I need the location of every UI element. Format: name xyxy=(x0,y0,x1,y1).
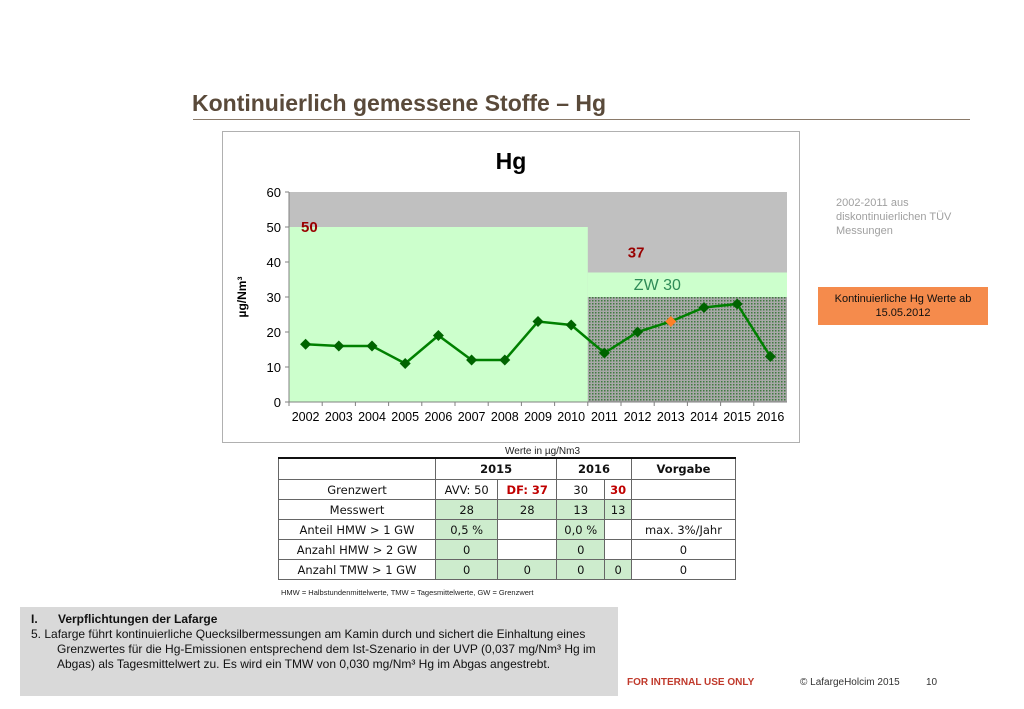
table-cell: 0 xyxy=(631,540,735,560)
row-label: Messwert xyxy=(279,500,436,520)
table-caption: Werte in µg/Nm3 xyxy=(505,446,581,457)
row-label: Anteil HMW > 1 GW xyxy=(279,520,436,540)
x-tick-label: 2005 xyxy=(391,410,420,424)
limit-band-50 xyxy=(289,227,588,402)
table-cell: 0 xyxy=(557,540,605,560)
table-cell: 28 xyxy=(498,500,557,520)
obligations-heading xyxy=(31,612,608,627)
hg-chart xyxy=(223,132,799,442)
y-tick-label: 50 xyxy=(266,220,281,235)
table-header-cell: 2016 xyxy=(557,458,632,480)
y-axis-label: µg/Nm³ xyxy=(235,276,249,318)
x-tick-label: 2003 xyxy=(324,410,353,424)
table-cell: 0 xyxy=(605,560,632,580)
table-cell: max. 3%/Jahr xyxy=(631,520,735,540)
y-tick-label: 60 xyxy=(266,185,281,200)
x-tick-label: 2012 xyxy=(623,410,652,424)
chart-title: Hg xyxy=(495,148,527,174)
internal-use-label: FOR INTERNAL USE ONLY xyxy=(627,677,755,688)
note-tuv-measurements: 2002-2011 aus diskontinuierlichen TÜV Messungen xyxy=(836,197,952,237)
row-label: Anzahl TMW > 1 GW xyxy=(279,560,436,580)
x-tick-label: 2011 xyxy=(590,410,618,424)
table-cell: 30 xyxy=(557,480,605,500)
table-cell: 0 xyxy=(436,540,498,560)
table-cell: 30 xyxy=(605,480,632,500)
table-cell xyxy=(498,520,557,540)
table-cell: DF: 37 xyxy=(498,480,557,500)
table-row xyxy=(279,480,736,500)
x-tick-label: 2007 xyxy=(457,410,486,424)
table-row xyxy=(279,540,736,560)
x-tick-label: 2013 xyxy=(656,410,685,424)
values-table xyxy=(278,457,736,580)
table-row xyxy=(279,560,736,580)
row-label: Grenzwert xyxy=(279,480,436,500)
table-cell xyxy=(631,500,735,520)
y-tick-label: 30 xyxy=(266,290,281,305)
row-label: Anzahl HMW > 2 GW xyxy=(279,540,436,560)
page-title: Kontinuierlich gemessene Stoffe – Hg xyxy=(192,90,607,116)
obligations-box xyxy=(20,607,618,696)
x-tick-label: 2004 xyxy=(358,410,386,424)
table-cell: 0 xyxy=(631,560,735,580)
title-divider xyxy=(193,119,970,120)
y-tick-label: 0 xyxy=(273,395,281,410)
table-header-row xyxy=(279,458,736,480)
x-tick-label: 2006 xyxy=(424,410,453,424)
chart-frame xyxy=(222,131,800,443)
y-tick-label: 20 xyxy=(266,325,281,340)
x-tick-label: 2002 xyxy=(291,410,320,424)
y-tick-label: 10 xyxy=(266,360,281,375)
table-header-cell: 2015 xyxy=(436,458,557,480)
table-cell: 13 xyxy=(605,500,632,520)
x-tick-label: 2016 xyxy=(756,410,785,424)
table-cell: 28 xyxy=(436,500,498,520)
x-tick-label: 2010 xyxy=(557,410,586,424)
table-cell: 0,0 % xyxy=(557,520,605,540)
table-cell: AVV: 50 xyxy=(436,480,498,500)
table-cell: 0 xyxy=(436,560,498,580)
table-header-cell xyxy=(279,458,436,480)
table-row xyxy=(279,500,736,520)
limit-label-37: 37 xyxy=(627,244,645,262)
y-tick-label: 40 xyxy=(266,255,281,270)
obligations-text: 5. Lafarge führt kontinuierliche Quecksilbermessungen am Kamin durch und sichert die Einhaltung eines Grenzwertes für die Hg-Emissionen entsprechend dem Ist-Szenario in der UVP (0,037 mg/Nm³ Hg im Abgas) als Tagesmittelwert zu. Es wird ein TMW von 0,030 mg/Nm³ Hg im Abgas angestrebt. xyxy=(31,627,596,671)
obligations-number: I. xyxy=(31,612,38,626)
x-tick-label: 2008 xyxy=(490,410,519,424)
table-cell xyxy=(605,540,632,560)
copyright: © LafargeHolcim 2015 xyxy=(800,677,900,688)
limit-band-zw30 xyxy=(588,297,787,402)
x-tick-label: 2009 xyxy=(524,410,552,424)
table-cell: 0 xyxy=(498,560,557,580)
obligations-title: Verpflichtungen der Lafarge xyxy=(58,612,218,626)
limit-label-zw30: ZW 30 xyxy=(633,277,681,294)
table-row xyxy=(279,520,736,540)
table-cell xyxy=(631,480,735,500)
limit-label-50: 50 xyxy=(301,219,318,236)
table-cell: 0 xyxy=(557,560,605,580)
page-number: 10 xyxy=(926,677,938,688)
x-tick-label: 2014 xyxy=(690,410,718,424)
table-cell: 13 xyxy=(557,500,605,520)
table-footnote: HMW = Halbstundenmittelwerte, TMW = Tagesmittelwerte, GW = Grenzwert xyxy=(281,588,534,597)
x-tick-label: 2015 xyxy=(723,410,752,424)
table-cell xyxy=(605,520,632,540)
table-cell: 0,5 % xyxy=(436,520,498,540)
table-cell xyxy=(498,540,557,560)
table-header-cell: Vorgabe xyxy=(631,458,735,480)
note-continuous-values: Kontinuierliche Hg Werte ab 15.05.2012 xyxy=(818,287,988,325)
